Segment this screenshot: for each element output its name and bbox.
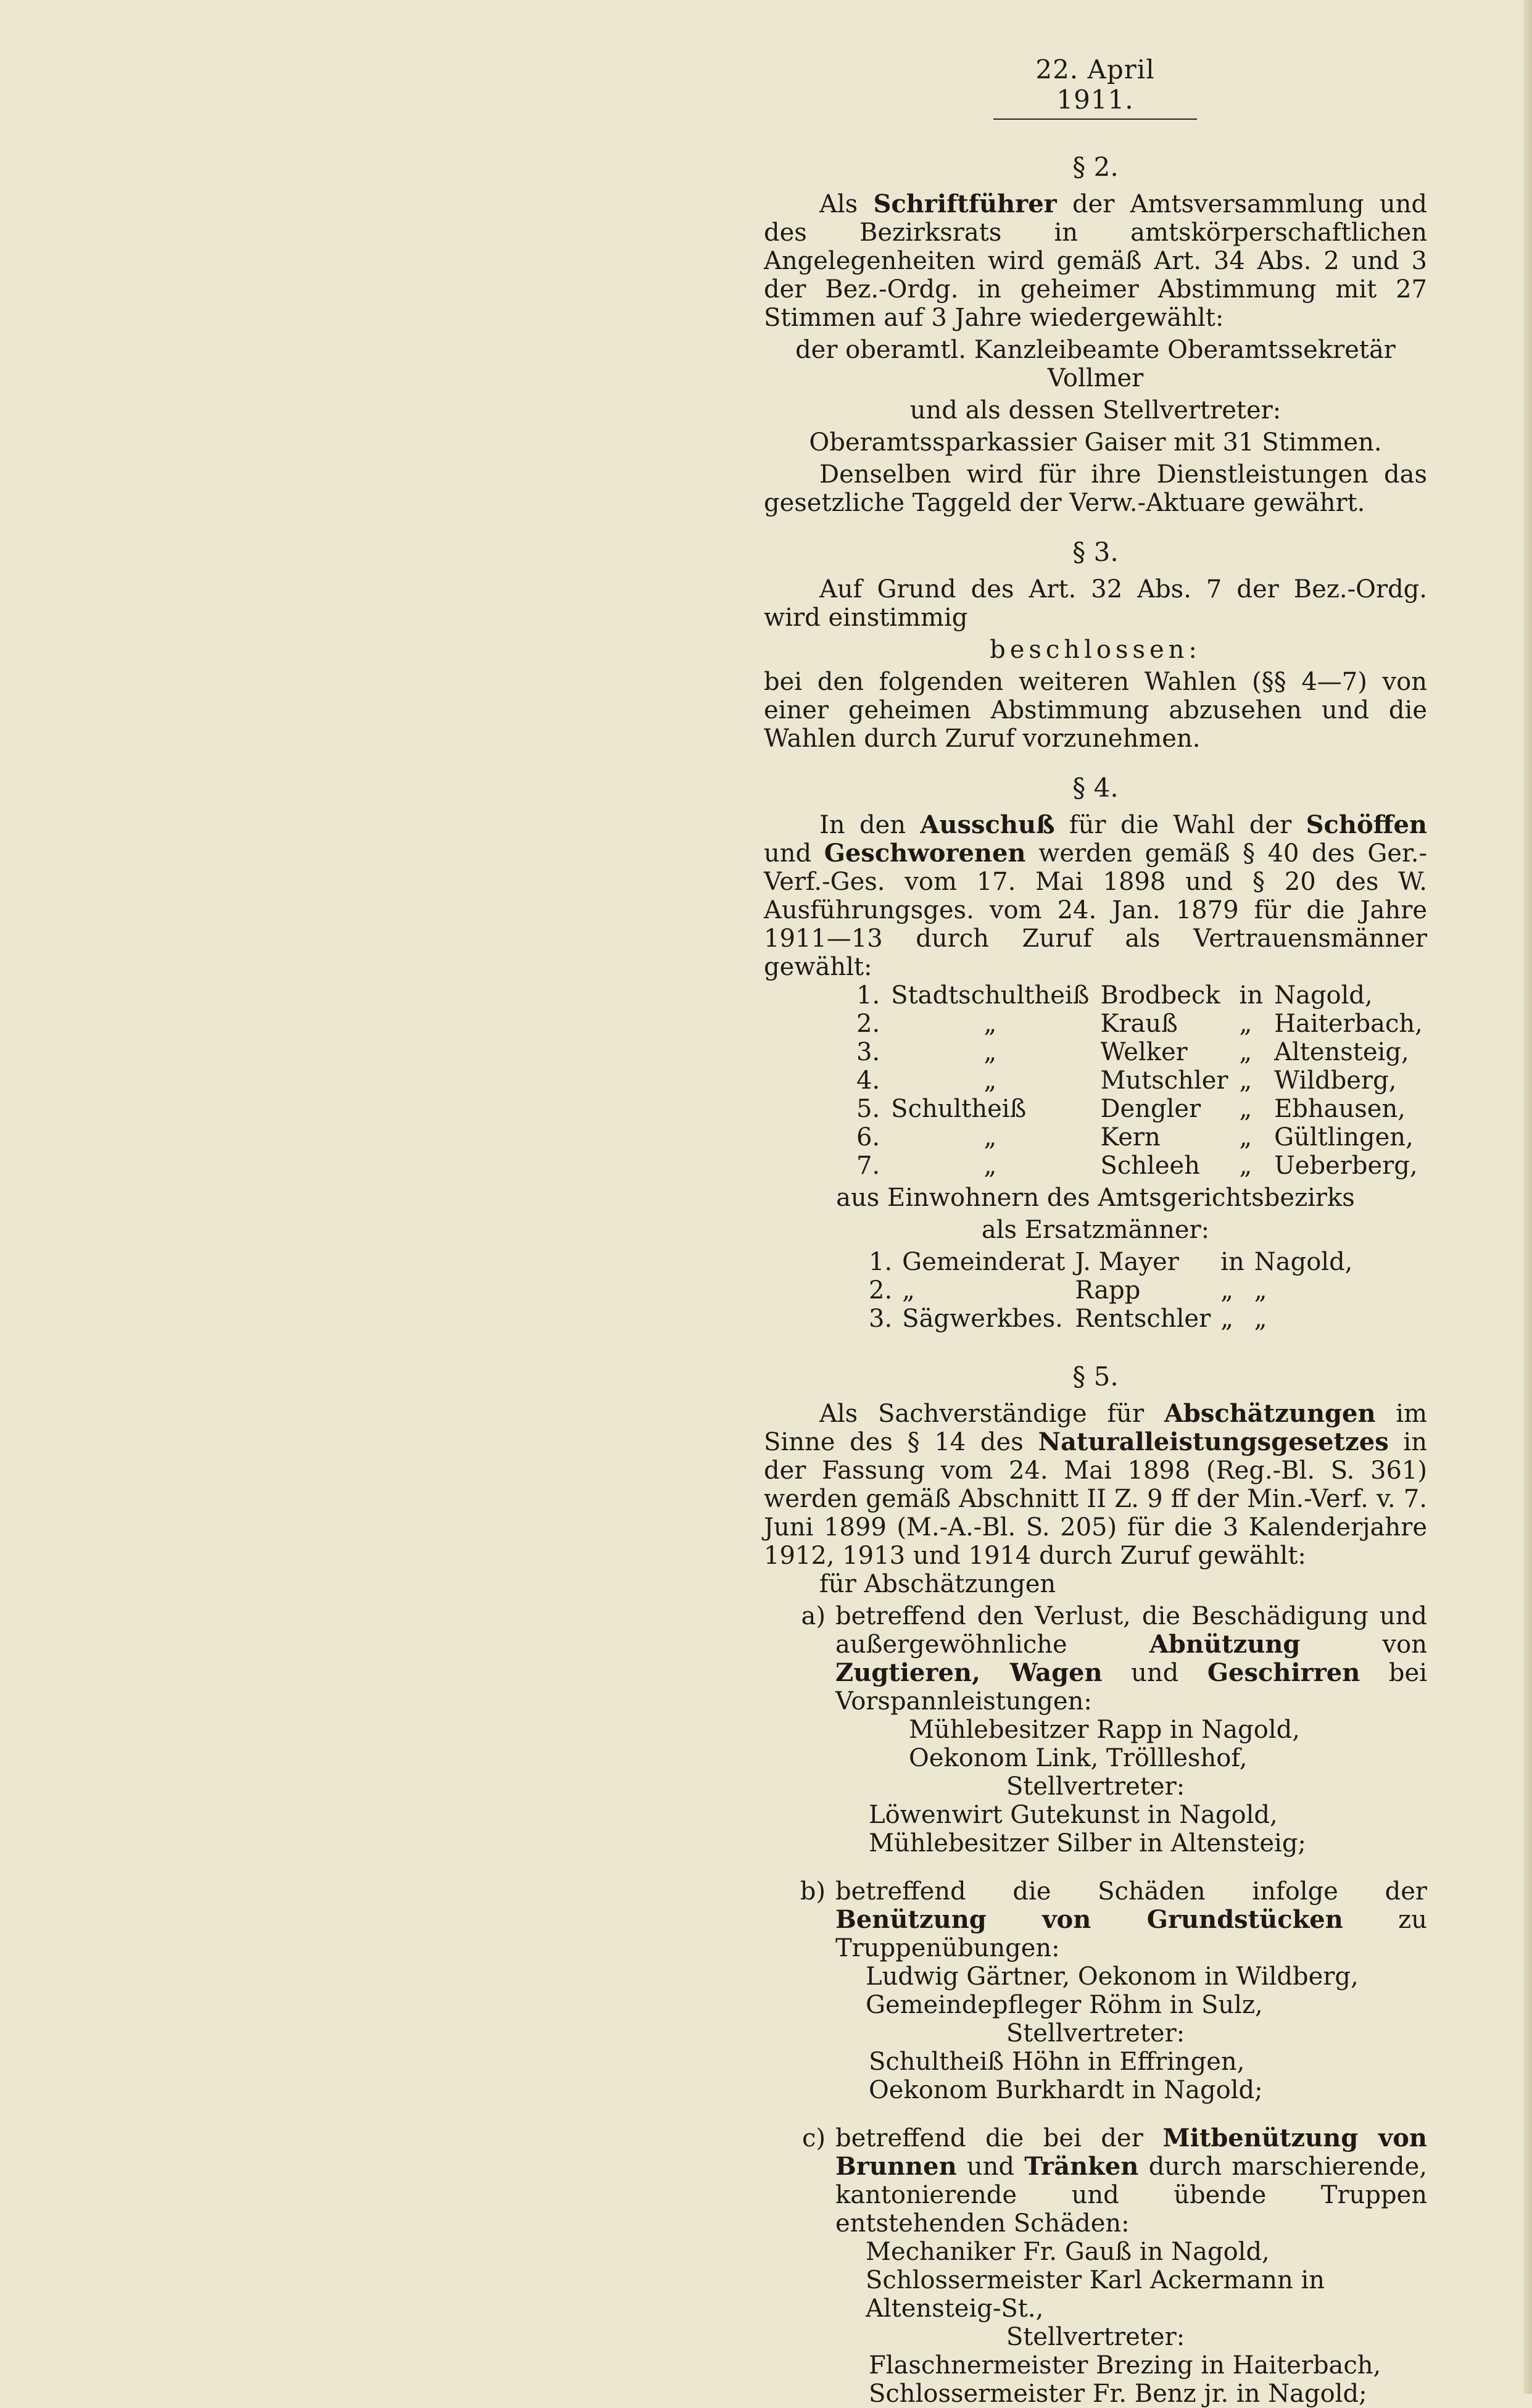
cell-num: 5.: [856, 1095, 880, 1123]
cell-num: 3.: [856, 1038, 880, 1066]
cell-prep: „: [1239, 1066, 1253, 1095]
section-heading-4: § 4.: [1072, 773, 1119, 803]
table-row: [869, 1248, 1362, 1276]
page-edge: [1523, 0, 1532, 2394]
cell-place: Wildberg,: [1274, 1066, 1397, 1095]
section-3-paragraph: Auf Grund des Art. 32 Abs. 7 der Bez.-Ordg. wird einstimmig: [764, 575, 1427, 632]
cell-place: Nagold,: [1254, 1248, 1353, 1276]
section-heading-3: § 3.: [1072, 537, 1119, 567]
cell-prep: „: [1239, 1095, 1253, 1123]
list-item-c: c) betreffend die bei der Mitbenützung von Brunnen und Tränken durch marschierende, kantonierende und übende Truppen entstehenden Schäden:: [801, 2124, 1428, 2238]
cell-name: J. Mayer: [1075, 1248, 1179, 1276]
list-item-a: a) betreffend den Verlust, die Beschädigung und außergewöhnliche Abnützung von Zugtieren, Wagen und Geschirren bei Vorspannleistungen:: [801, 1602, 1427, 1716]
cell-place: Nagold,: [1274, 981, 1373, 1010]
cell-name: Krauß: [1100, 1010, 1178, 1038]
cell-prep: „: [1220, 1276, 1233, 1305]
cell-num: 4.: [856, 1066, 880, 1095]
cell-name: Brodbeck: [1100, 981, 1220, 1010]
page-header-date: 22. April 1911.: [993, 54, 1197, 120]
list-b-deputy-label: Stellvertreter:: [1006, 2019, 1185, 2048]
cell-num: 3.: [869, 1305, 893, 1333]
cell-place: Ebhausen,: [1274, 1095, 1406, 1123]
table-row: [856, 1095, 1434, 1123]
cell-num: 2.: [869, 1276, 893, 1305]
list-c-deputies: Flaschnermeister Brezing in Haiterbach, Schlossermeister Fr. Benz jr. in Nagold;: [869, 2351, 1381, 2408]
cell-place: Gültlingen,: [1274, 1123, 1414, 1152]
table-row: [856, 1038, 1434, 1066]
table-row: [869, 1305, 1362, 1333]
cell-num: 1.: [869, 1248, 893, 1276]
cell-prep: in: [1239, 981, 1264, 1010]
table-row: [856, 1123, 1434, 1152]
text-column: [764, 148, 1427, 2408]
cell-title: Stadtschultheiß: [891, 981, 1090, 1010]
list-b-names: Ludwig Gärtner, Oekonom in Wildberg, Gemeindepfleger Röhm in Sulz,: [866, 1962, 1359, 2019]
members-table: [856, 981, 1434, 1180]
cell-prep: „: [1239, 1123, 1253, 1152]
section-heading-2: § 2.: [1072, 152, 1119, 182]
cell-place: Altensteig,: [1274, 1038, 1409, 1066]
deputy-line: und als dessen Stellvertreter:: [909, 396, 1281, 425]
section-2-paragraph: Als Schriftführer der Amtsversammlung und des Bezirksrats in amtskörperschaftlichen Angelegenheiten wird gemäß Art. 34 Abs. 2 und 3 der Bez.-Ordg. in geheimer Abstimmung mit 27 Stimmen auf 3 Jahre wiedergewählt:: [764, 189, 1427, 332]
table-row: [856, 981, 1434, 1010]
cell-name: Rentschler: [1075, 1305, 1211, 1333]
cell-name: Schleeh: [1100, 1152, 1200, 1180]
table-row: [856, 1066, 1434, 1095]
cell-prep: in: [1220, 1248, 1244, 1276]
cell-name: Dengler: [1100, 1095, 1201, 1123]
section-4-paragraph: In den Ausschuß für die Wahl der Schöffen und Geschworenen werden gemäß § 40 des Ger.-Verf.-Ges. vom 17. Mai 1898 und § 20 des W. Ausführungsges. vom 24. Jan. 1879 für die Jahre 1911—13 durch Zuruf als Vertrauensmänner gewählt:: [764, 810, 1427, 981]
cell-title: „: [983, 1123, 997, 1152]
cell-num: 2.: [856, 1010, 880, 1038]
cell-prep: „: [1239, 1038, 1253, 1066]
cell-name: Welker: [1100, 1038, 1188, 1066]
section-2-fee-paragraph: Denselben wird für ihre Dienstleistungen das gesetzliche Taggeld der Verw.-Aktuare gewährt.: [764, 460, 1427, 517]
list-a-names: Mühlebesitzer Rapp in Nagold, Oekonom Link, Tröllleshof,: [909, 1716, 1300, 1772]
cell-title: „: [983, 1038, 997, 1066]
list-c-deputy-label: Stellvertreter:: [1006, 2323, 1185, 2351]
cell-name: Mutschler: [1100, 1066, 1228, 1095]
cell-place: „: [1254, 1276, 1267, 1305]
list-a-deputy-label: Stellvertreter:: [1006, 1772, 1185, 1801]
list-a-deputies: Löwenwirt Gutekunst in Nagold, Mühlebesitzer Silber in Altensteig;: [869, 1801, 1306, 1858]
section-5-paragraph: Als Sachverständige für Abschätzungen im Sinne des § 14 des Naturalleistungsgesetzes in der Fassung vom 24. Mai 1898 (Reg.-Bl. S. 361) werden gemäß Abschnitt II Z. 9 ff der Min.-Verf. v. 7. Juni 1899 (M.-A.-Bl. S. 205) für die 3 Kalenderjahre 1912, 1913 und 1914 durch Zuruf gewählt:: [764, 1399, 1428, 1570]
cell-prep: „: [1220, 1305, 1233, 1333]
cell-num: 1.: [856, 981, 880, 1010]
district-line: aus Einwohnern des Amtsgerichtsbezirks: [836, 1184, 1355, 1212]
substitutes-heading: als Ersatzmänner:: [981, 1216, 1210, 1244]
cell-title: Gemeinderat: [902, 1248, 1066, 1276]
keyword-schriftfuehrer: Schriftführer: [873, 189, 1057, 218]
cell-place: „: [1254, 1305, 1267, 1333]
cell-title: Sägwerkbes.: [902, 1305, 1063, 1333]
section-3-decision-text: bei den folgenden weiteren Wahlen (§§ 4—7) von einer geheimen Abstimmung abzusehen und die Wahlen durch Zuruf vorzunehmen.: [764, 668, 1427, 753]
cell-title: „: [902, 1276, 915, 1305]
assessments-intro: für Abschätzungen: [819, 1570, 1056, 1598]
cell-num: 6.: [856, 1123, 880, 1152]
elected-line: der oberamtl. Kanzleibeamte Oberamtssekretär Vollmer: [795, 336, 1396, 392]
cell-place: Ueberberg,: [1274, 1152, 1418, 1180]
cell-prep: „: [1239, 1152, 1253, 1180]
list-b-deputies: Schultheiß Höhn in Effringen, Oekonom Burkhardt in Nagold;: [869, 2048, 1263, 2104]
cell-name: Kern: [1100, 1123, 1161, 1152]
cell-title: „: [983, 1010, 997, 1038]
list-item-b: b) betreffend die Schäden infolge der Benützung von Grundstücken zu Truppenübungen:: [800, 1877, 1427, 1962]
cell-title: Schultheiß: [891, 1095, 1027, 1123]
section-heading-5: § 5.: [1072, 1361, 1119, 1392]
list-c-names: Mechaniker Fr. Gauß in Nagold, Schlossermeister Karl Ackermann in Altensteig-St.,: [866, 2238, 1325, 2323]
cell-prep: „: [1239, 1010, 1253, 1038]
cell-title: „: [983, 1152, 997, 1180]
substitutes-table: [869, 1248, 1362, 1333]
cell-num: 7.: [856, 1152, 880, 1180]
cell-name: Rapp: [1075, 1276, 1141, 1305]
table-row: [856, 1152, 1434, 1180]
decision-word: beschlossen:: [990, 636, 1201, 664]
deputy-name-line: Oberamtssparkassier Gaiser mit 31 Stimmen.: [809, 428, 1382, 457]
cell-title: „: [983, 1066, 997, 1095]
cell-place: Haiterbach,: [1274, 1010, 1423, 1038]
table-row: [856, 1010, 1434, 1038]
table-row: [869, 1276, 1362, 1305]
